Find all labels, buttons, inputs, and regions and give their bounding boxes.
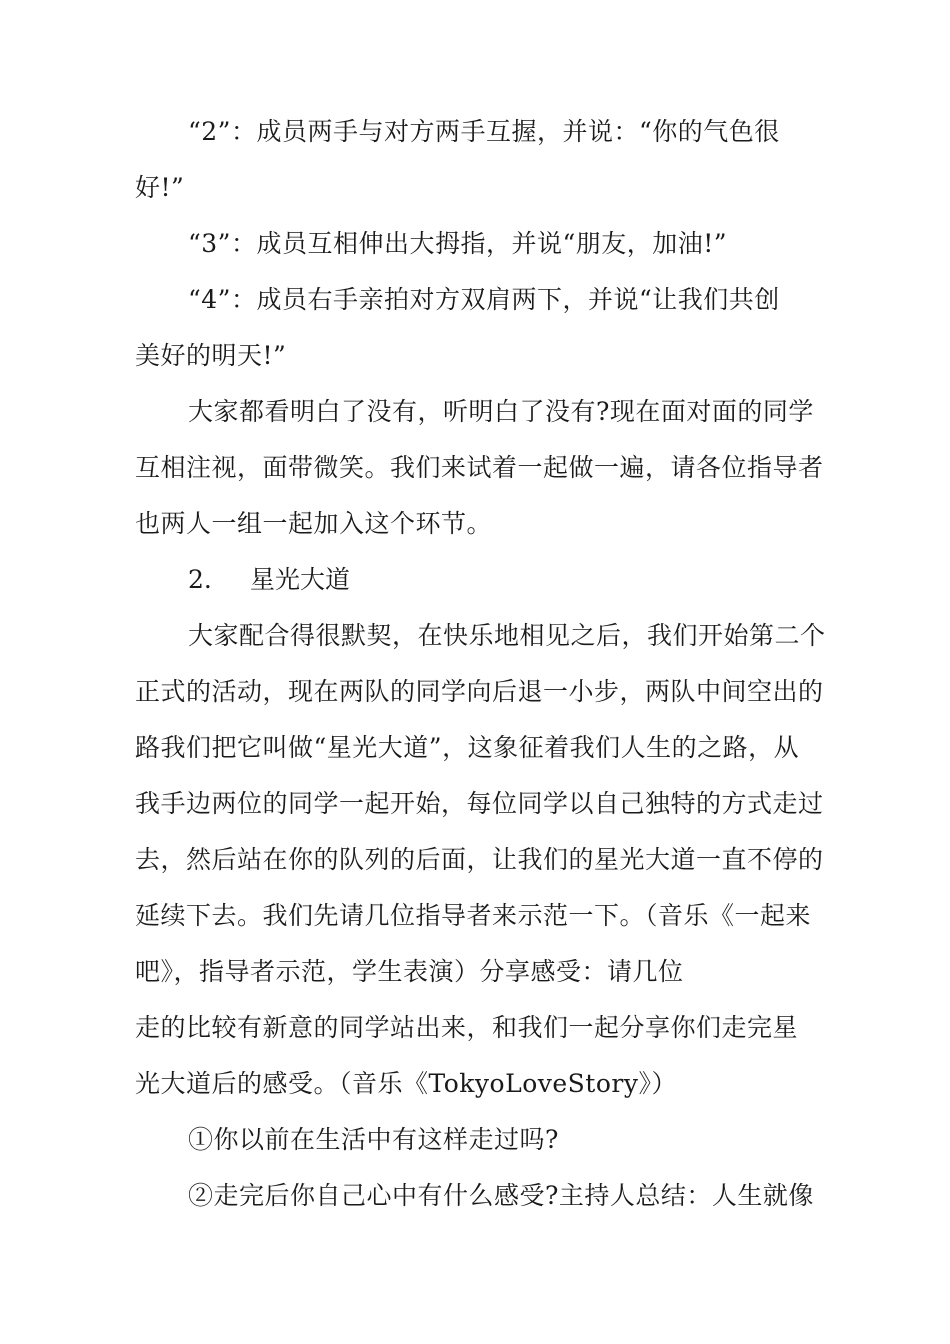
paragraph-line: 美好的明天!” (135, 341, 287, 370)
paragraph-line: 正式的活动，现在两队的同学向后退一小步，两队中间空出的 (135, 677, 824, 706)
paragraph-line: 去，然后站在你的队列的后面，让我们的星光大道一直不停的 (135, 845, 824, 874)
paragraph-line: 吧》，指导者示范，学生表演）分享感受：请几位 (135, 957, 684, 986)
paragraph-line: 大家都看明白了没有，听明白了没有?现在面对面的同学 (188, 397, 814, 426)
paragraph-line: 互相注视，面带微笑。我们来试着一起做一遍，请各位指导者 (135, 453, 824, 482)
paragraph-line: 我手边两位的同学一起开始，每位同学以自己独特的方式走过 (135, 789, 824, 818)
paragraph-line: 走的比较有新意的同学站出来，和我们一起分享你们走完星 (135, 1013, 799, 1042)
list-item: ①你以前在生活中有这样走过吗? (188, 1125, 559, 1154)
paragraph-line: 路我们把它叫做“星光大道”，这象征着我们人生的之路，从 (135, 733, 800, 762)
paragraph-line: 延续下去。我们先请几位指导者来示范一下。（音乐《一起来 (135, 901, 812, 930)
section-number: 2. (188, 565, 212, 594)
section-title: 星光大道 (250, 565, 351, 594)
paragraph-line: “3”：成员互相伸出大拇指，并说“朋友，加油!” (188, 229, 728, 258)
paragraph-line: 也两人一组一起加入这个环节。 (135, 509, 493, 538)
paragraph-line: “4”：成员右手亲拍对方双肩两下，并说“让我们共创 (188, 285, 780, 314)
paragraph-line: 光大道后的感受。（音乐《TokyoLoveStory》） (135, 1069, 677, 1098)
paragraph-line: 好!” (135, 173, 185, 202)
list-item: ②走完后你自己心中有什么感受?主持人总结：人生就像 (188, 1181, 814, 1210)
paragraph-line: 大家配合得很默契，在快乐地相见之后，我们开始第二个 (188, 621, 826, 650)
paragraph-line: “2”：成员两手与对方两手互握，并说：“你的气色很 (188, 117, 780, 146)
